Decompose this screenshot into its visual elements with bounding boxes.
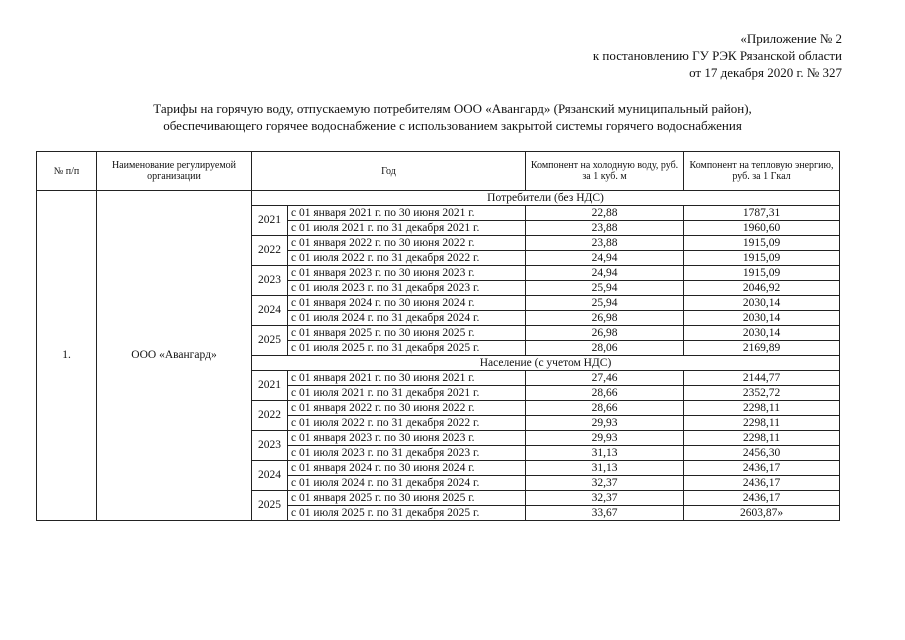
period-cell: с 01 января 2024 г. по 30 июня 2024 г. [288, 296, 526, 311]
section-row [37, 191, 840, 206]
year-cell: 2023 [252, 431, 288, 461]
cold-water-cell: 23,88 [526, 221, 684, 236]
heat-energy-cell: 2436,17 [684, 461, 840, 476]
cold-water-cell: 33,67 [526, 506, 684, 521]
table-header-row [37, 152, 840, 191]
header-heat: Компонент на тепловую энергию, руб. за 1 Гкал [684, 152, 840, 191]
heat-energy-cell: 2298,11 [684, 431, 840, 446]
heat-energy-cell: 2436,17 [684, 476, 840, 491]
heat-energy-cell: 1915,09 [684, 266, 840, 281]
period-cell: с 01 января 2025 г. по 30 июня 2025 г. [288, 491, 526, 506]
heat-energy-cell: 1787,31 [684, 206, 840, 221]
cold-water-cell: 29,93 [526, 431, 684, 446]
cold-water-cell: 32,37 [526, 476, 684, 491]
year-cell: 2021 [252, 206, 288, 236]
period-cell: с 01 января 2023 г. по 30 июня 2023 г. [288, 266, 526, 281]
heat-energy-cell: 2298,11 [684, 416, 840, 431]
row-number: 1. [37, 191, 97, 521]
year-cell: 2024 [252, 461, 288, 491]
heat-energy-cell: 2169,89 [684, 341, 840, 356]
year-cell: 2025 [252, 326, 288, 356]
header-cold: Компонент на холодную воду, руб. за 1 куб. м [526, 152, 684, 191]
header-num: № п/п [37, 152, 97, 191]
cold-water-cell: 23,88 [526, 236, 684, 251]
cold-water-cell: 22,88 [526, 206, 684, 221]
heat-energy-cell: 2046,92 [684, 281, 840, 296]
cold-water-cell: 31,13 [526, 446, 684, 461]
cold-water-cell: 26,98 [526, 326, 684, 341]
appendix-line-3: от 17 декабря 2020 г. № 327 [689, 65, 842, 80]
tariff-table [36, 151, 840, 521]
period-cell: с 01 июля 2022 г. по 31 декабря 2022 г. [288, 416, 526, 431]
heat-energy-cell: 1915,09 [684, 251, 840, 266]
heat-energy-cell: 1915,09 [684, 236, 840, 251]
period-cell: с 01 июля 2025 г. по 31 декабря 2025 г. [288, 341, 526, 356]
year-cell: 2024 [252, 296, 288, 326]
heat-energy-cell: 2603,87» [684, 506, 840, 521]
cold-water-cell: 24,94 [526, 266, 684, 281]
period-cell: с 01 июля 2024 г. по 31 декабря 2024 г. [288, 476, 526, 491]
cold-water-cell: 25,94 [526, 296, 684, 311]
period-cell: с 01 января 2022 г. по 30 июня 2022 г. [288, 236, 526, 251]
cold-water-cell: 32,37 [526, 491, 684, 506]
period-cell: с 01 января 2022 г. по 30 июня 2022 г. [288, 401, 526, 416]
table-body [37, 191, 840, 521]
period-cell: с 01 июля 2021 г. по 31 декабря 2021 г. [288, 221, 526, 236]
period-cell: с 01 января 2023 г. по 30 июня 2023 г. [288, 431, 526, 446]
cold-water-cell: 28,66 [526, 401, 684, 416]
title-line-1: Тарифы на горячую воду, отпускаемую потребителям ООО «Авангард» (Рязанский муниципальный район), [153, 101, 752, 116]
heat-energy-cell: 2456,30 [684, 446, 840, 461]
period-cell: с 01 июля 2024 г. по 31 декабря 2024 г. [288, 311, 526, 326]
cold-water-cell: 27,46 [526, 371, 684, 386]
year-cell: 2025 [252, 491, 288, 521]
header-org: Наименование регулируемой организации [97, 152, 252, 191]
year-cell: 2023 [252, 266, 288, 296]
cold-water-cell: 28,66 [526, 386, 684, 401]
heat-energy-cell: 2144,77 [684, 371, 840, 386]
period-cell: с 01 января 2021 г. по 30 июня 2021 г. [288, 371, 526, 386]
cold-water-cell: 24,94 [526, 251, 684, 266]
section-title: Население (с учетом НДС) [252, 356, 840, 371]
cold-water-cell: 29,93 [526, 416, 684, 431]
period-cell: с 01 января 2021 г. по 30 июня 2021 г. [288, 206, 526, 221]
heat-energy-cell: 2030,14 [684, 326, 840, 341]
section-title: Потребители (без НДС) [252, 191, 840, 206]
cold-water-cell: 28,06 [526, 341, 684, 356]
cold-water-cell: 31,13 [526, 461, 684, 476]
appendix-line-1: «Приложение № 2 [740, 31, 842, 46]
period-cell: с 01 июля 2025 г. по 31 декабря 2025 г. [288, 506, 526, 521]
cold-water-cell: 25,94 [526, 281, 684, 296]
appendix-header [593, 30, 842, 81]
period-cell: с 01 января 2025 г. по 30 июня 2025 г. [288, 326, 526, 341]
header-year: Год [252, 152, 526, 191]
period-cell: с 01 июля 2023 г. по 31 декабря 2023 г. [288, 281, 526, 296]
heat-energy-cell: 2298,11 [684, 401, 840, 416]
year-cell: 2022 [252, 401, 288, 431]
organization-name: ООО «Авангард» [97, 191, 252, 521]
title-line-2: обеспечивающего горячее водоснабжение с использованием закрытой системы горячего водоснабжения [163, 118, 742, 133]
heat-energy-cell: 1960,60 [684, 221, 840, 236]
year-cell: 2022 [252, 236, 288, 266]
cold-water-cell: 26,98 [526, 311, 684, 326]
appendix-line-2: к постановлению ГУ РЭК Рязанской области [592, 48, 842, 63]
heat-energy-cell: 2352,72 [684, 386, 840, 401]
year-cell: 2021 [252, 371, 288, 401]
heat-energy-cell: 2030,14 [684, 311, 840, 326]
heat-energy-cell: 2436,17 [684, 491, 840, 506]
period-cell: с 01 июля 2022 г. по 31 декабря 2022 г. [288, 251, 526, 266]
document-title [0, 100, 905, 134]
period-cell: с 01 июля 2023 г. по 31 декабря 2023 г. [288, 446, 526, 461]
period-cell: с 01 июля 2021 г. по 31 декабря 2021 г. [288, 386, 526, 401]
period-cell: с 01 января 2024 г. по 30 июня 2024 г. [288, 461, 526, 476]
heat-energy-cell: 2030,14 [684, 296, 840, 311]
